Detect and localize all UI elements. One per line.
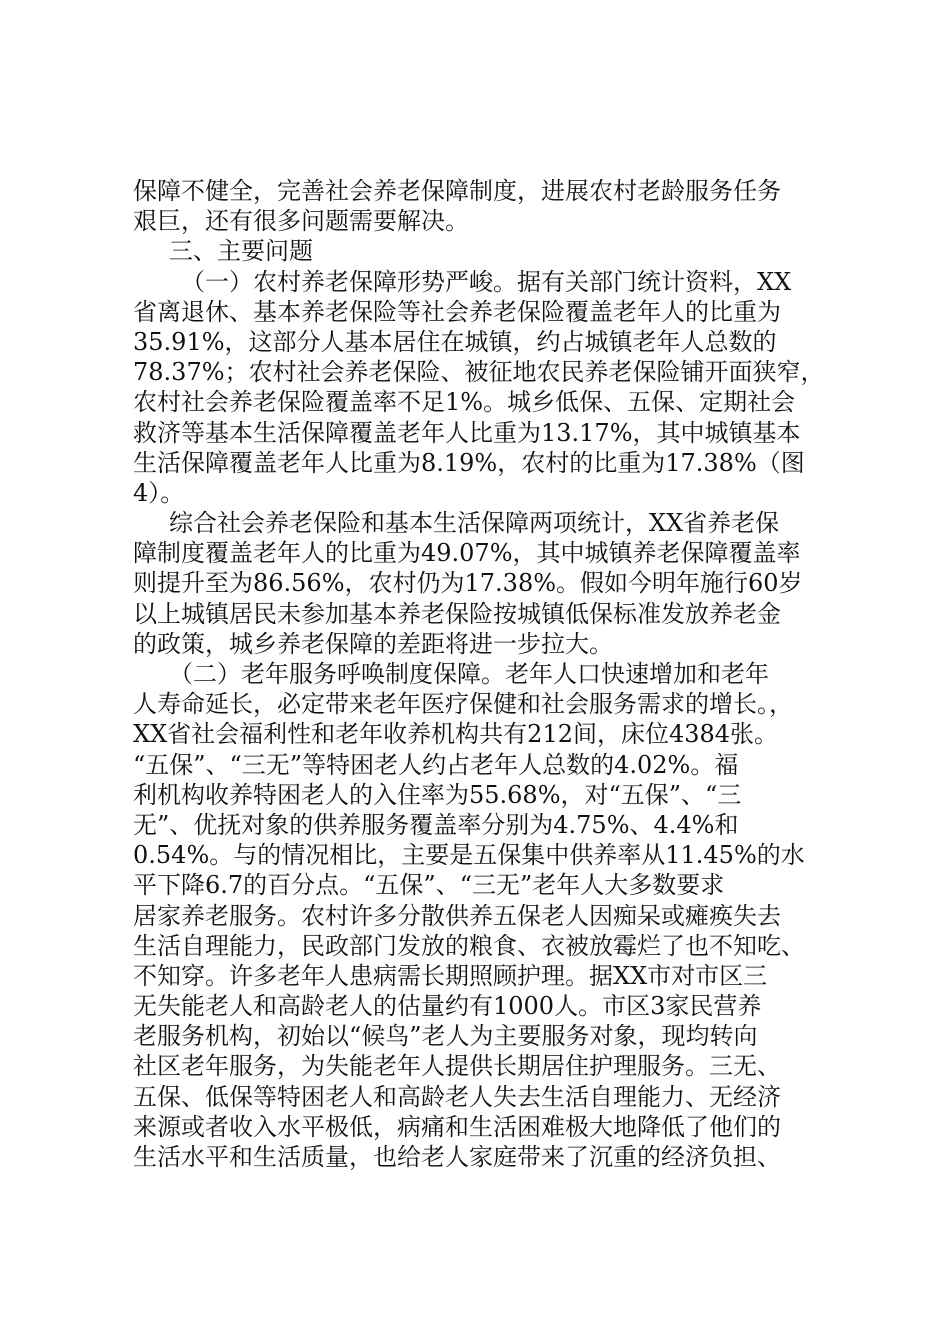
text-line: 艰巨，还有很多问题需要解决。	[133, 207, 469, 236]
text-line: 无失能老人和高龄老人的估量约有1000人。市区3家民营养	[133, 992, 762, 1021]
document-body	[133, 176, 833, 1172]
text-line: 农村社会养老保险覆盖率不足1%。城乡低保、五保、定期社会	[133, 388, 796, 417]
text-line: 不知穿。许多老年人患病需长期照顾护理。据XX市对市区三	[133, 961, 768, 990]
text-line: 救济等基本生活保障覆盖老年人比重为13.17%，其中城镇基本	[133, 418, 801, 447]
text-line: 省离退休、基本养老保险等社会养老保险覆盖老年人的比重为	[133, 297, 781, 326]
text-line: 社区老年服务，为失能老年人提供长期居住护理服务。三无、	[133, 1052, 781, 1081]
text-line: 以上城镇居民未参加基本养老保险按城镇低保标准发放养老金	[133, 599, 781, 628]
text-line: 无”、优抚对象的供养服务覆盖率分别为4.75%、4.4%和	[133, 810, 739, 839]
text-line: 78.37%；农村社会养老保险、被征地农民养老保险铺开面狭窄，	[133, 358, 825, 387]
text-line: 平下降6.7的百分点。“五保”、“三无”老年人大多数要求	[133, 871, 725, 900]
text-line: “五保”、“三无”等特困老人约占老年人总数的4.02%。福	[133, 750, 739, 779]
text-line: 的政策，城乡养老保障的差距将进一步拉大。	[133, 629, 613, 658]
text-line: 五保、低保等特困老人和高龄老人失去生活自理能力、无经济	[133, 1082, 781, 1111]
text-line: 老服务机构，初始以“候鸟”老人为主要服务对象，现均转向	[133, 1022, 758, 1051]
text-line: （一）农村养老保障形势严峻。据有关部门统计资料，XX	[181, 267, 792, 296]
text-line: 生活水平和生活质量，也给老人家庭带来了沉重的经济负担、	[133, 1143, 781, 1171]
text-line: 来源或者收入水平极低，病痛和生活困难极大地降低了他们的	[133, 1112, 781, 1141]
text-line: 利机构收养特困老人的入住率为55.68%，对“五保”、“三	[133, 780, 742, 809]
text-line: （二）老年服务呼唤制度保障。老年人口快速增加和老年	[169, 660, 769, 688]
text-line: 保障不健全，完善社会养老保障制度，进展农村老龄服务任务	[133, 177, 781, 205]
text-line: XX省社会福利性和老年收养机构共有212间，床位4384张。	[133, 720, 779, 749]
text-line: 障制度覆盖老年人的比重为49.07%，其中城镇养老保障覆盖率	[133, 539, 801, 568]
text-line: 则提升至为86.56%，农村仍为17.38%。假如今明年施行60岁	[133, 569, 803, 598]
text-line: 居家养老服务。农村许多分散供养五保老人因痴呆或瘫痪失去	[133, 901, 781, 930]
text-line: 人寿命延长，必定带来老年医疗保健和社会服务需求的增长。，	[133, 690, 793, 719]
text-line: 生活自理能力，民政部门发放的粮食、衣被放霉烂了也不知吃、	[133, 931, 805, 960]
text-line: 4）。	[133, 478, 185, 507]
text-line: 生活保障覆盖老年人比重为8.19%，农村的比重为17.38%（图	[133, 448, 805, 477]
text-line: 综合社会养老保险和基本生活保障两项统计，XX省养老保	[169, 509, 780, 538]
text-line: 三、主要问题	[169, 237, 313, 266]
text-line: 0.54%。与的情况相比，主要是五保集中供养率从11.45%的水	[133, 841, 805, 870]
text-line: 35.91%，这部分人基本居住在城镇，约占城镇老年人总数的	[133, 327, 777, 356]
